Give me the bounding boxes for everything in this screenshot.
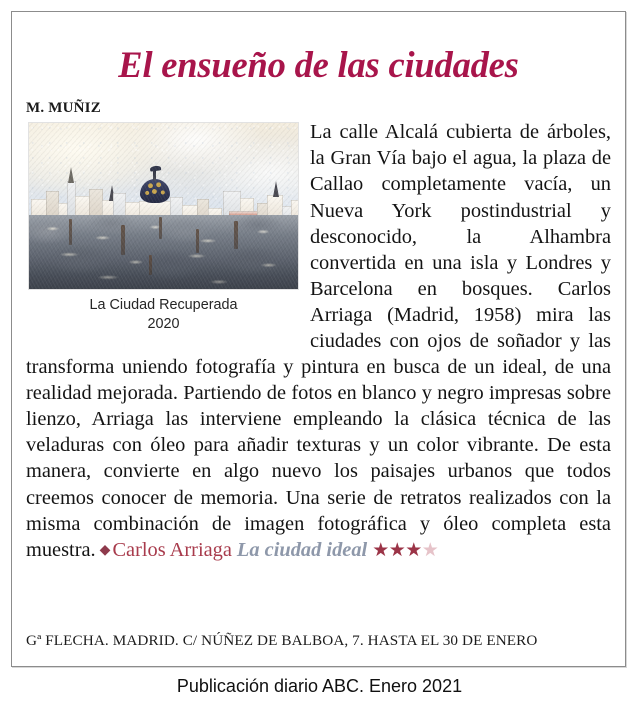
article-frame [11, 11, 626, 667]
artwork-figure [29, 123, 298, 334]
artwork-caption-year: 2020 [147, 316, 180, 333]
artist-name: Carlos Arriaga [112, 538, 232, 561]
article-body [26, 117, 611, 564]
artwork-caption [29, 296, 298, 334]
exhibition-title: La ciudad ideal [236, 538, 368, 561]
rating-stars-filled: ★★★ [372, 539, 422, 561]
painting-brush-texture [29, 123, 298, 289]
article-body-text: La calle Alcalá cubierta de árboles, la Gran Vía bajo el agua, la plaza de Callao completamente vacía, un Nueva York postindustrial y desconocido, la Alhambra convertida en una isla y Londres y Barcelona en bosques. Carlos Arriaga (Madrid, 1958) mira las ciudades con ojos de soñador y las transforma uniendo fotografía y pintura en busca de un ideal, de una realidad mejorada. Partiendo de fotos en blanco y negro impresas sobre lienzo, Arriaga las interviene empleando la clásica técnica de las veladuras con óleo para añadir texturas y un color vibrante. De esta manera, convierte en algo nuevo los paisajes urbanos que todos creemos conocer de memoria. Una serie de retratos realizados con la misma combinación de imagen fotográfica y óleo completa esta muestra. [26, 121, 611, 561]
venue-info: Gª FLECHA. MADRID. C/ NÚÑEZ DE BALBOA, 7. HASTA EL 30 DE ENERO [26, 632, 538, 649]
byline: M. MUÑIZ [26, 100, 101, 117]
rating-stars-empty: ★ [421, 539, 439, 561]
artwork-image [29, 123, 298, 289]
bullet-diamond-icon: ◆ [99, 542, 111, 558]
rating-stars [367, 540, 438, 561]
source-credit: Publicación diario ABC. Enero 2021 [176, 676, 463, 696]
page-title: El ensueño de las ciudades [118, 44, 519, 85]
article-inner [12, 12, 625, 666]
artwork-caption-title: La Ciudad Recuperada [89, 297, 238, 314]
